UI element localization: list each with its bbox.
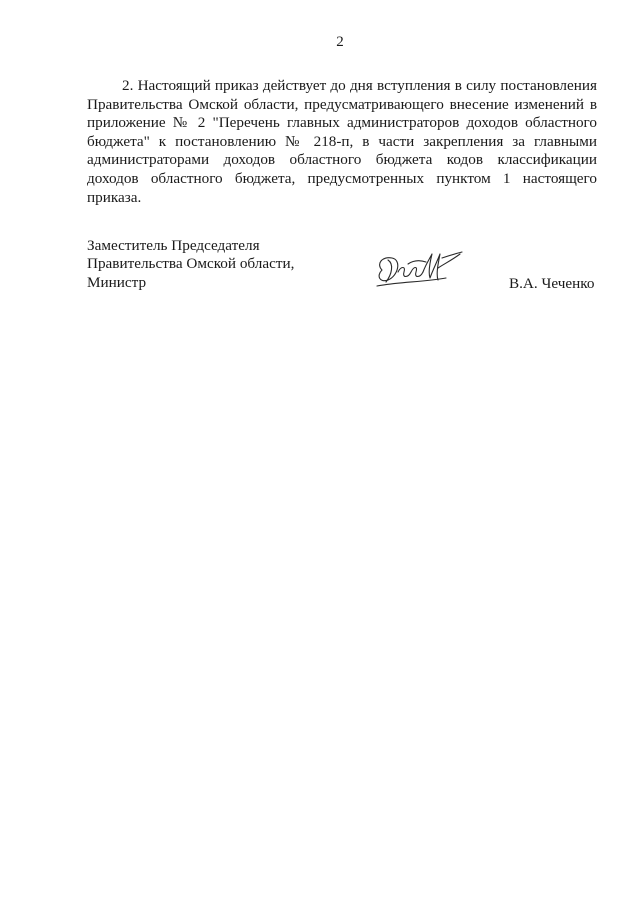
signatory-title — [87, 237, 294, 292]
order-paragraph: 2. Настоящий приказ действует до дня вступления в силу постановления Правительства Омской области, предусматривающего внесение изменений в приложение № 2 "Перечень главных администраторов доходов областного бюджета" к постановлению № 218-п, в части закрепления за главными администраторами доходов областного бюджета кодов классификации доходов областного бюджета, предусмотренных пунктом 1 настоящего приказа. — [87, 77, 597, 206]
handwritten-signature — [368, 246, 468, 292]
signatory-line-1: Заместитель Председателя — [87, 237, 260, 254]
page-number: 2 — [336, 34, 344, 50]
signatory-line-3: Министр — [87, 273, 147, 291]
signer-name: В.А. Чеченко — [509, 275, 595, 292]
signatory-line-2: Правительства Омской области, — [87, 255, 295, 273]
